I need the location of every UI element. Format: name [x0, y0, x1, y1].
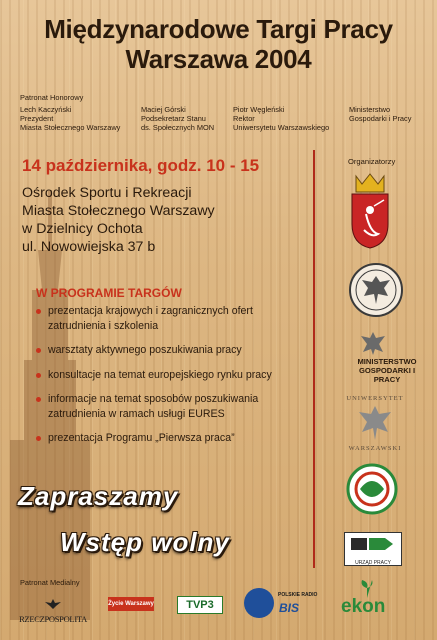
- rzeczpospolita-eagle-icon: [45, 599, 61, 609]
- event-date: 14 października, godz. 10 - 15: [22, 156, 260, 175]
- patron-rector: Piotr Węgleński Rektor Uniwersytetu Warszawskiego: [233, 105, 330, 132]
- slogan-zapraszamy: Zapraszamy: [18, 481, 179, 511]
- university-warsaw-emblem-icon: [346, 390, 404, 452]
- title-line2: Warszawa 2004: [125, 44, 312, 74]
- program-item: konsultacje na temat europejskiego rynku pracy: [22, 368, 312, 383]
- program-item: informacje na temat sposobów poszukiwania zatrudnienia w ramach usługi EURES: [22, 392, 304, 421]
- mon-eagle-seal-icon: [348, 262, 404, 318]
- patron-ministry: Ministerstwo Gospodarki i Pracy: [349, 105, 412, 123]
- rzeczpospolita-label: RZECZPOSPOLITA: [19, 614, 87, 624]
- zycie-warszawy-logo: Życie Warszawy: [108, 597, 154, 611]
- radio-bis-label: BIS: [279, 601, 300, 615]
- urzad-pracy-arrow-icon: [345, 533, 401, 555]
- patron-president: Lech Kaczyński Prezydent Miasta Stołecznego Warszawy: [20, 105, 121, 132]
- patronat-header: Patronat Honorowy: [20, 93, 84, 102]
- media-patronage-header: Patronat Medialny: [20, 578, 80, 587]
- radio-bis-small-label: POLSKIE RADIO: [278, 592, 318, 598]
- address-line4: ul. Nowowiejska 37 b: [22, 239, 156, 255]
- urzad-pracy-label: URZĄD PRACY: [355, 560, 391, 566]
- radio-bis-logo-icon: [244, 588, 274, 618]
- ekon-logo: ekon: [341, 596, 386, 617]
- page-title: [0, 14, 437, 74]
- university-top-text: UNIWERSYTET: [346, 395, 404, 402]
- university-bottom-text: WARSZAWSKI: [348, 445, 402, 452]
- rzeczpospolita-logo: [16, 596, 90, 624]
- program-item: warsztaty aktywnego poszukiwania pracy: [22, 343, 312, 358]
- ochota-badge-icon: [346, 463, 398, 515]
- organizers-header: Organizatorzy: [348, 157, 396, 166]
- warsaw-coat-of-arms-icon: [348, 172, 392, 250]
- address-line3: w Dzielnicy Ochota: [22, 221, 143, 237]
- program-list: [22, 304, 312, 456]
- program-item: prezentacja Programu „Pierwsza praca”: [22, 431, 312, 446]
- title-line1: Międzynarodowe Targi Pracy: [44, 14, 393, 44]
- divider-line: [313, 150, 315, 568]
- tvp3-logo: TVP3: [177, 596, 223, 614]
- address-line2: Miasta Stołecznego Warszawy: [22, 203, 215, 219]
- slogan-wstep-wolny: Wstęp wolny: [60, 527, 230, 557]
- patron-mon: Maciej Górski Podsekretarz Stanu ds. Społecznych MON: [141, 105, 215, 132]
- address-line1: Ośrodek Sportu i Rekreacji: [22, 185, 192, 201]
- ministry-eagle-icon: [359, 330, 387, 356]
- event-address: [22, 184, 215, 256]
- program-header: W PROGRAMIE TARGÓW: [36, 286, 182, 300]
- urzad-pracy-logo: [344, 532, 402, 566]
- ministry-logo-text: MINISTERSTWO GOSPODARKI I PRACY: [357, 357, 417, 384]
- program-item: prezentacja krajowych i zagranicznych ofert zatrudnienia i szkolenia: [22, 304, 258, 333]
